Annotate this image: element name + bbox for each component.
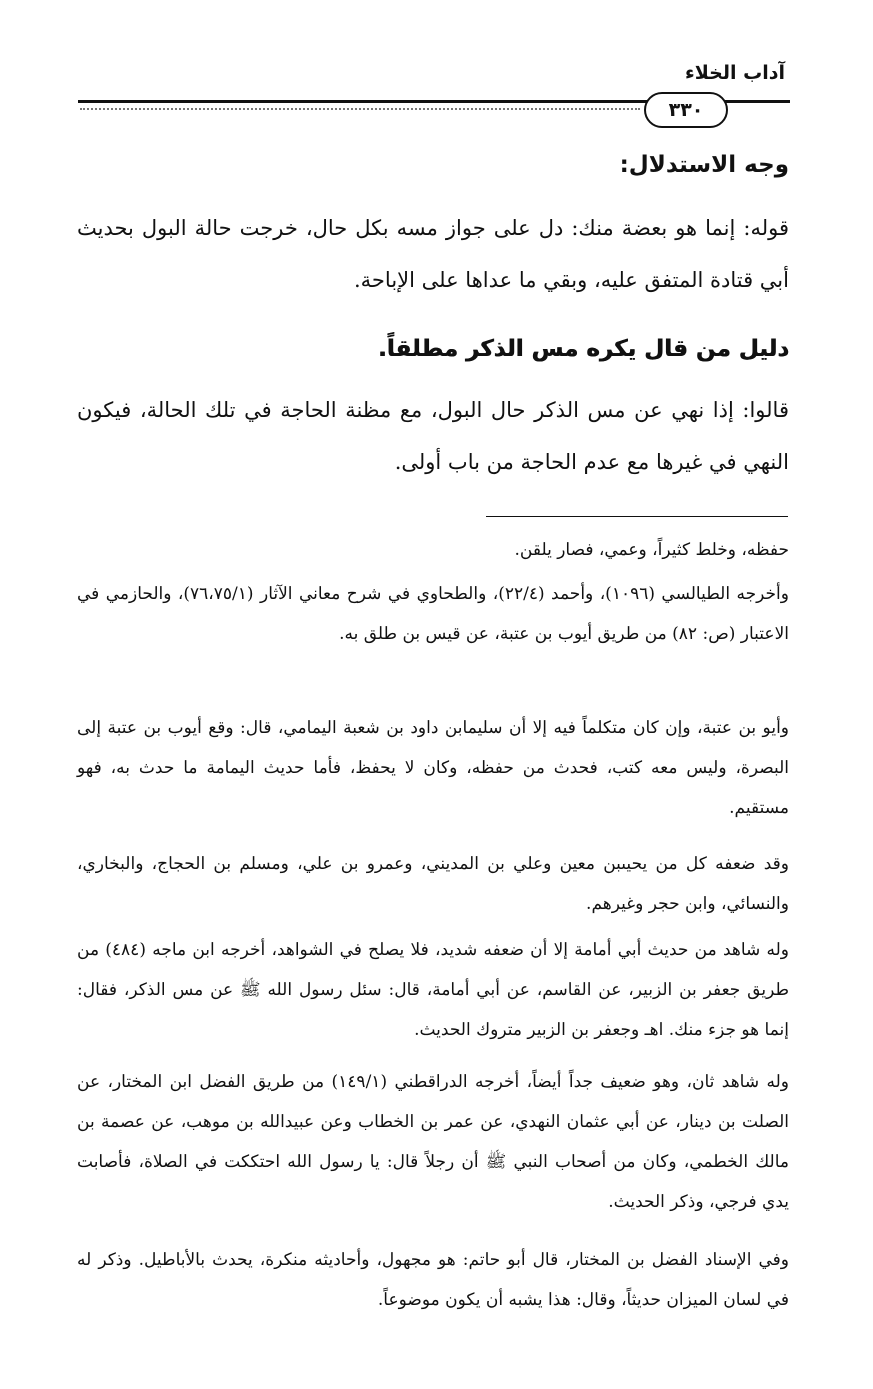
section-heading-evidence: وجه الاستدلال: — [619, 152, 789, 178]
footnote-paragraph: وفي الإسناد الفضل بن المختار، قال أبو حاتم: هو مجهول، وأحاديثه منكرة، يحدث بالأباطيل. وذكر له في لسان الميزان حديثاً، وقال: هذا يشبه أن يكون موضوعاً. — [77, 1250, 789, 1310]
body-paragraph-2: قالوا: إذا نهي عن مس الذكر حال البول، مع مظنة الحاجة في تلك الحالة، فيكون النهي في غيرها مع عدم الحاجة من باب أولى. — [77, 398, 789, 474]
footnote-line: حفظه، وخلط كثيراً، وعمي، فصار يلقن. — [514, 540, 789, 560]
footnote-paragraph: وله شاهد من حديث أبي أمامة إلا أن ضعفه شديد، فلا يصلح في الشواهد، أخرجه ابن ماجه (٤٨٤) من طريق جعفر بن الزبير، عن القاسم، عن أبي أمامة، قال: سئل رسول الله ﷺ عن مس الذكر، فقال: إنما هو جزء منك. اهـ وجعفر بن الزبير متروك الحديث. — [77, 940, 789, 1040]
running-title: آداب الخلاء — [685, 62, 785, 84]
footnote-paragraph: وأخرجه الطيالسي (١٠٩٦)، وأحمد (٢٢/٤)، والطحاوي في شرح معاني الآثار (٧٦،٧٥/١)، والحازمي في الاعتبار (ص: ٨٢) من طريق أيوب بن عتبة، عن قيس بن طلق به. — [77, 584, 789, 644]
footnote-paragraph: وأيو بن عتبة، وإن كان متكلماً فيه إلا أن سليمابن داود بن شعبة اليمامي، قال: وقع أيوب بن عتبة إلى البصرة، وليس معه كتب، فحدث من حفظه، وكان لا يحفظ، فأما حديث اليمامة ما حدث به، فهو مستقيم. — [77, 718, 789, 818]
footnote-paragraph: وله شاهد ثان، وهو ضعيف جداً أيضاً، أخرجه الدراقطني (١٤٩/١) من طريق الفضل ابن المختار، عن الصلت بن دينار، عن أبي عثمان النهدي، عن عمر بن الخطاب وعن عبيدالله بن موهب، عن عصمة بن مالك الخطمي، وكان من أصحاب النبي ﷺ أن رجلاً قال: يا رسول الله احتككت في الصلاة، فأصابت يدي فرجي، وذكر الحديث. — [77, 1072, 790, 1212]
header-dotted-rule — [80, 108, 640, 110]
body-paragraph-1: قوله: إنما هو بعضة منك: دل على جواز مسه بكل حال، خرجت حالة البول بحديث أبي قتادة المتفق عليه، وبقي ما عداها على الإباحة. — [77, 216, 789, 292]
footnote-separator — [486, 516, 788, 517]
footnote-paragraph: وقد ضعفه كل من يحيىبن معين وعلي بن المديني، وعمرو بن علي، ومسلم بن الحجاج، والبخاري، والنسائي، وابن حجر وغيرهم. — [77, 854, 789, 914]
page-number: ٣٣٠ — [644, 92, 728, 128]
section-heading-argument: دليل من قال يكره مس الذكر مطلقاً. — [377, 336, 789, 362]
